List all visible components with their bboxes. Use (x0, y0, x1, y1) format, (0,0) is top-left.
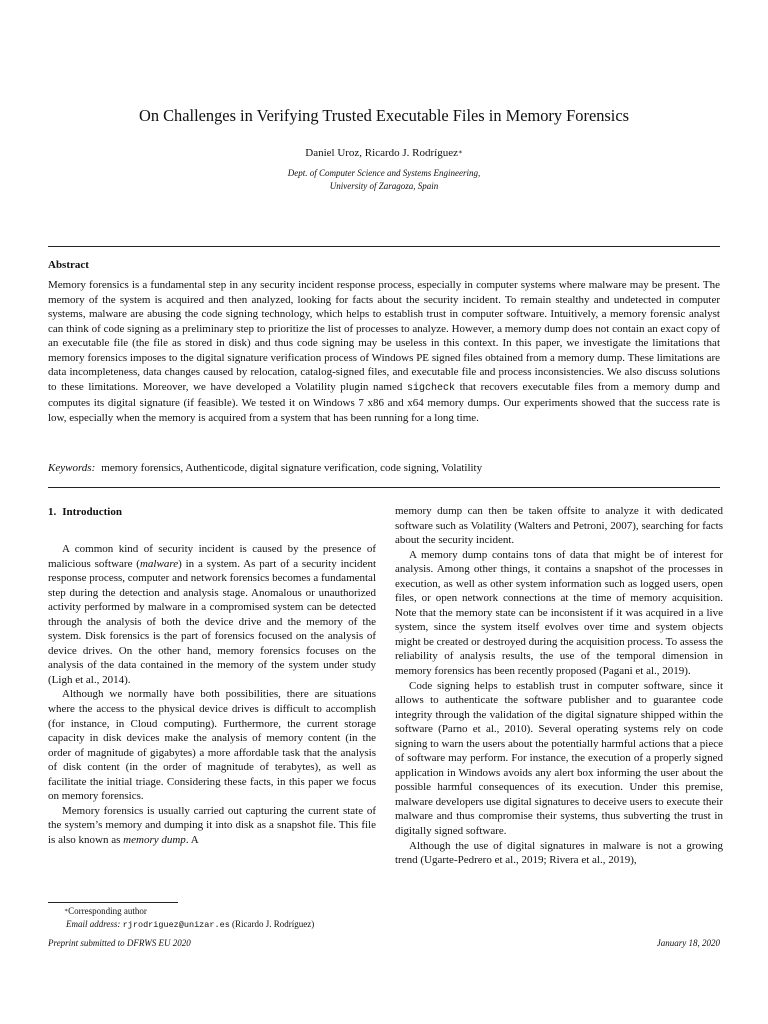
intro-p3-emphasis: memory dump (123, 833, 186, 846)
affiliation-line-1: Dept. of Computer Science and Systems Engineering, (287, 168, 481, 178)
preprint-note: Preprint submitted to DFRWS EU 2020 (48, 938, 191, 948)
intro-paragraph-2: Although we normally have both possibilities, there are situations where the access to the physical device drives is difficult to accomplish (for instance, in Cloud computing). Furthermore, the current storage capacity in disk devices make the analysis of memory content (in the order of magnitude of gigabytes) a more affordable task that the analysis of disk content (in the order of magnitude of terabytes), as well as facilitate the initial triage. Considering these facts, in this paper we focus on memory forensics. (48, 688, 376, 803)
intro-paragraph-6: Although the use of digital signatures in malware is not a growing trend (Ugarte-Pedrero et al., 2019; Rivera et al., 2019), (395, 839, 723, 867)
corresponding-author-mark: ∗ (457, 148, 463, 156)
abstract-top-rule (48, 246, 720, 247)
footnote-mark: ∗ (64, 908, 69, 914)
keywords-label: Keywords: (48, 462, 96, 474)
footnote-line-1 (48, 905, 378, 918)
abstract-heading: Abstract (48, 259, 89, 271)
intro-paragraph-1 (48, 542, 376, 687)
abstract-bottom-rule (48, 487, 720, 488)
footnote-rule (48, 902, 178, 903)
keywords-text: memory forensics, Authenticode, digital signature verification, code signing, Volatility (101, 462, 483, 474)
email-person: (Ricardo J. Rodríguez) (232, 918, 315, 929)
affiliation-line-2: University of Zaragoza, Spain (329, 181, 439, 191)
abstract-text-part-1: Memory forensics is a fundamental step in any security incident response process, especially in computer systems where malware may be present. The memory of the system is acquired and then analyzed, looking for facts about the security incident. To remain stealthy and undetected in computer systems, malware are abusing the code signing technology, which helps to establish trust in computer software. Intuitively, a memory forensic analyst can think of code signing as a preliminary step to prioritize the list of processes to analyze. However, a memory dump does not contain an exact copy of an executable file (the file as stored in disk) and thus code signing may be useless in this context. In this paper, we investigate the limitations that memory forensics imposes to the digital signature verification process of Windows PE signed files obtained from a memory dump. These limitations are data incompleteness, data changes caused by relocation, catalog-signed files, and executable file and process inconsistencies. We also discuss solutions to these limitations. Moreover, we have developed a Volatility plugin named (48, 279, 720, 393)
email-address: rjrodriguez@unizar.es (122, 919, 230, 930)
footnote-line-2 (48, 918, 378, 932)
plugin-name-code: sigcheck (406, 382, 455, 394)
intro-p1-text-a: A common kind of security incident is caused by the presence of malicious software ( (48, 543, 376, 570)
intro-p1-text-b: ) in a system. As part of a security incident response process, computer and network forensics becomes a fundamental step during the detection and analysis stage. Anomalous or unauthorized activity performed by malware in a compromised system can be detected through the analysis of both the device drive and the memory of the system. Disk forensics is the part of forensics focused on the analysis of device drives. On the other hand, memory forensics focuses on the analysis of the data contained in the memory of the system under study (Ligh et al., 2014). (48, 557, 376, 686)
intro-paragraph-4: A memory dump contains tons of data that might be of interest for analysis. Among other things, it contains a snapshot of the processes in execution, as well as other system information such as logged users, open files, or open network connections at the time of memory acquisition. Note that the memory state can be inconsistent if it was acquired in a live system, since the system itself evolves over time and system objects might be created or destroyed during the acquisition process. To assess the reliability of analysis results, the use of the temporal dimension in memory forensics has been recently proposed (Pagani et al., 2019). (395, 548, 723, 678)
intro-paragraph-3-continued: memory dump can then be taken offsite to analyze it with dedicated software such as Volatility (Walters and Petroni, 2007), searching for facts about the security incident. (395, 505, 723, 547)
footnote-text: Corresponding author (68, 906, 147, 916)
date-note: January 18, 2020 (656, 938, 720, 948)
intro-p1-emphasis: malware (139, 557, 179, 570)
right-column (395, 504, 723, 868)
email-label: Email address: (66, 918, 121, 929)
abstract-text (48, 278, 720, 425)
intro-p3-text-b: . A (185, 833, 199, 846)
paper-title: On Challenges in Verifying Trusted Executable Files in Memory Forensics (139, 106, 629, 125)
left-column (48, 505, 376, 847)
footnote (48, 905, 378, 931)
section-number: 1. (48, 506, 57, 518)
intro-paragraph-3 (48, 804, 376, 848)
keywords (48, 461, 720, 476)
author-names: Daniel Uroz, Ricardo J. Rodríguez (305, 147, 458, 159)
author-list (48, 146, 720, 161)
intro-paragraph-5: Code signing helps to establish trust in computer software, since it allows to authenticate the software publisher and to guarantee code integrity through the validation of the digital signature shipped within the software (Parno et al., 2010). Several operating systems rely on code signing to warn the users about the potentially harmful actions that a piece of software may perform. For instance, the execution of a properly signed application in Windows avoids any alert box informing the user about the possible harmful consequences of its execution. Under this premise, malware developers use digital signatures to deceive users to execute their malware and thus compromise their systems, thus subverting the trust in digitally signed software. (395, 679, 723, 838)
affiliation (48, 167, 720, 193)
intro-p3-text-a: Memory forensics is usually carried out capturing the current state of the system’s memory and dumping it into disk as a snapshot file. This file is also known as (48, 804, 376, 846)
section-heading-introduction (48, 505, 376, 520)
section-title: Introduction (62, 506, 122, 518)
abstract-text-part-2: that recovers executable files from a memory dump and computes its digital signature (if feasible). We tested it on Windows 7 x86 and x64 memory dumps. Our experiments showed that the success rate is low, especially when the memory is acquired from a system that has been running for a long time. (48, 380, 720, 424)
